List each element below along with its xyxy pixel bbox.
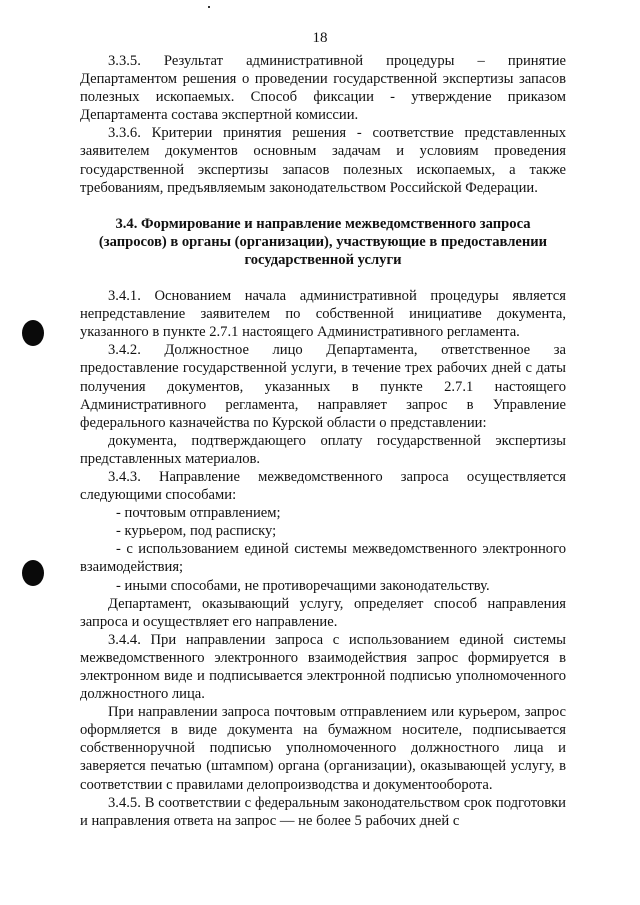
- list-item-other: - иными способами, не противоречащими законодательству.: [116, 577, 490, 594]
- list-item-post: - почтовым отправлением;: [116, 505, 281, 522]
- page-number: 18: [312, 30, 328, 46]
- scan-speck: [208, 6, 210, 8]
- paragraph-3-4-4: 3.4.4. При направлении запроса с использованием единой системы межведомственного электронного взаимодействия запрос формируется в электронном виде и подписывается электронной подписью уполномоченного должностного лица.: [80, 631, 566, 703]
- paragraph-3-4-3: 3.4.3. Направление межведомственного запроса осуществляется следующими способами:: [80, 468, 566, 504]
- document-body: [80, 52, 566, 830]
- paragraph-3-3-5: 3.3.5. Результат административной процедуры – принятие Департаментом решения о проведении государственной экспертизы запасов полезных ископаемых. Способ фиксации - утверждение приказом Департамента состава экспертной комиссии.: [80, 53, 566, 124]
- paragraph-3-4-2: 3.4.2. Должностное лицо Департамента, ответственное за предоставление государственной услуги, в течение трех рабочих дней с даты получения документов, указанных в пункте 2.7.1 настоящего Административного регламента, направляет запрос в Управление федерального казначейства по Курской области о представлении:: [80, 342, 566, 431]
- punch-hole-top: [22, 320, 44, 346]
- paragraph-3-3-6: 3.3.6. Критерии принятия решения - соответствие представленных заявителем документов основным задачам и условиям проведения государственной экспертизы запасов полезных ископаемых, а также требованиям, предъявляемым законодательством Российской Федерации.: [80, 125, 566, 196]
- paragraph-3-4-1: 3.4.1. Основанием начала административной процедуры является непредставление заявителем по собственной инициативе документа, указанного в пункте 2.7.1 настоящего Административного регламента.: [80, 288, 566, 341]
- paragraph-department-method: Департамент, оказывающий услугу, определяет способ направления запроса и осуществляет его направление.: [80, 595, 566, 630]
- paragraph-3-4-5: 3.4.5. В соответствии с федеральным законодательством срок подготовки и направления ответа на запрос — не более 5 рабочих дней с: [80, 794, 566, 829]
- punch-hole-bottom: [22, 560, 44, 586]
- list-item-courier: - курьером, под расписку;: [116, 523, 277, 540]
- paragraph-document-payment: документа, подтверждающего оплату государственной экспертизы представленных материалов.: [80, 432, 566, 467]
- paragraph-paper-request: При направлении запроса почтовым отправлением или курьером, запрос оформляется в виде документа на бумажном носителе, подписывается собственноручной подписью уполномоченного должностного лица и заверяется печатью (штампом) органа (организации), оказывающей услугу, в соответствии с правилами делопроизводства и документооборота.: [80, 704, 566, 793]
- list-item-electronic: - с использованием единой системы межведомственного электронного взаимодействия;: [80, 541, 566, 576]
- section-heading-3-4: 3.4. Формирование и направление межведомственного запроса (запросов) в органы (организации), участвующие в предоставлении государственной услуги: [98, 215, 548, 268]
